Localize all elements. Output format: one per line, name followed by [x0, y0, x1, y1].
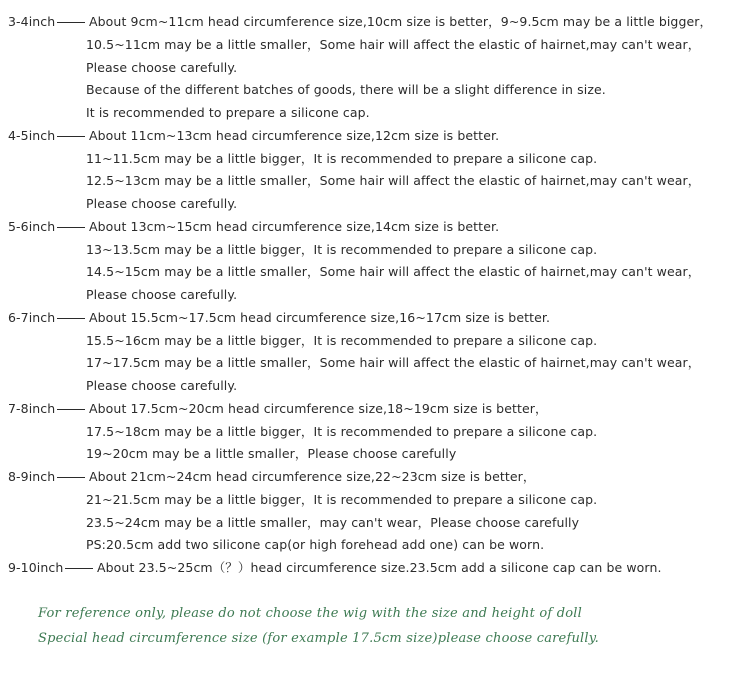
reference-note: Special head circumference size (for example 17.5cm size)please choose carefully. [38, 631, 599, 646]
size-summary-text: About 21cm~24cm head circumference size,22~23cm size is better， [89, 469, 536, 484]
size-detail-line [0, 284, 750, 306]
dash-separator [65, 568, 93, 569]
size-detail-line [0, 148, 750, 170]
size-summary-text: About 17.5cm~20cm head circumference size,18~19cm size is better， [89, 400, 548, 416]
size-detail-line [0, 102, 750, 124]
dash-separator [57, 22, 85, 23]
size-detail-text: 11~11.5cm may be a little bigger，It is recommended to prepare a silicone cap. [86, 150, 598, 166]
size-detail-text: Please choose carefully. [86, 287, 238, 302]
size-label: 8-9inch [8, 469, 56, 484]
size-label: 5-6inch [8, 218, 56, 234]
size-detail-line [0, 489, 750, 511]
size-detail-line [0, 352, 750, 374]
size-detail-text: 14.5~15cm may be a little smaller，Some hair will affect the elastic of hairnet,may can't wear， [86, 264, 701, 280]
size-detail-text: 23.5~24cm may be a little smaller，may can't wear，Please choose carefully [86, 514, 580, 530]
size-detail-text: 19~20cm may be a little smaller，Please choose carefully [86, 446, 457, 462]
size-detail-text: 15.5~16cm may be a little bigger，It is recommended to prepare a silicone cap. [86, 332, 598, 348]
dash-separator [57, 409, 85, 410]
size-detail-text: 17.5~18cm may be a little bigger，It is recommended to prepare a silicone cap. [86, 423, 598, 439]
dash-separator [57, 477, 85, 478]
size-label: 7-8inch [8, 400, 56, 416]
size-summary-text: About 23.5~25cm（？）head circumference size.23.5cm add a silicone cap can be worn. [97, 560, 662, 575]
size-detail-line [0, 34, 750, 56]
size-detail-line [0, 57, 750, 79]
size-label: 3-4inch [8, 14, 56, 29]
size-detail-line [0, 534, 750, 556]
size-detail-line [0, 170, 750, 192]
size-detail-line [0, 79, 750, 101]
size-summary-text: About 13cm~15cm head circumference size,14cm size is better. [89, 218, 500, 234]
reference-note: For reference only, please do not choose the wig with the size and height of doll [38, 606, 582, 621]
size-detail-line [0, 193, 750, 215]
size-detail-text: It is recommended to prepare a silicone cap. [86, 105, 370, 120]
size-detail-line [0, 421, 750, 443]
size-detail-line [0, 239, 750, 261]
size-detail-text: 17~17.5cm may be a little smaller，Some hair will affect the elastic of hairnet,may can't wear， [86, 355, 701, 371]
size-row [0, 398, 750, 420]
size-detail-text: Please choose carefully. [86, 378, 238, 393]
size-detail-text: Please choose carefully. [86, 196, 238, 211]
size-detail-text: 12.5~13cm may be a little smaller，Some hair will affect the elastic of hairnet,may can't wear， [86, 173, 701, 189]
size-row [0, 125, 750, 147]
size-row [0, 216, 750, 238]
size-summary-text: About 15.5cm~17.5cm head circumference size,16~17cm size is better. [89, 309, 551, 325]
size-detail-text: 10.5~11cm may be a little smaller，Some hair will affect the elastic of hairnet,may can't wear， [86, 36, 701, 52]
size-detail-line [0, 261, 750, 283]
size-row [0, 557, 750, 579]
size-detail-text: PS:20.5cm add two silicone cap(or high forehead add one) can be worn. [86, 537, 545, 553]
dash-separator [57, 318, 85, 319]
size-row [0, 307, 750, 329]
size-label: 4-5inch [8, 127, 56, 143]
size-detail-line [0, 330, 750, 352]
size-label: 9-10inch [8, 560, 64, 575]
dash-separator [57, 227, 85, 228]
size-row [0, 466, 750, 488]
size-detail-text: Because of the different batches of goods, there will be a slight difference in size. [86, 82, 606, 98]
size-detail-text: Please choose carefully. [86, 59, 238, 75]
size-detail-line [0, 512, 750, 534]
size-row [0, 11, 750, 33]
size-detail-line [0, 375, 750, 397]
size-detail-text: 13~13.5cm may be a little bigger，It is recommended to prepare a silicone cap. [86, 241, 598, 257]
size-summary-text: About 11cm~13cm head circumference size,12cm size is better. [89, 127, 500, 143]
size-detail-text: 21~21.5cm may be a little bigger，It is recommended to prepare a silicone cap. [86, 491, 598, 507]
dash-separator [57, 136, 85, 137]
size-summary-text: About 9cm~11cm head circumference size,10cm size is better，9~9.5cm may be a little bigger， [89, 14, 713, 29]
size-label: 6-7inch [8, 309, 56, 325]
size-detail-line [0, 443, 750, 465]
